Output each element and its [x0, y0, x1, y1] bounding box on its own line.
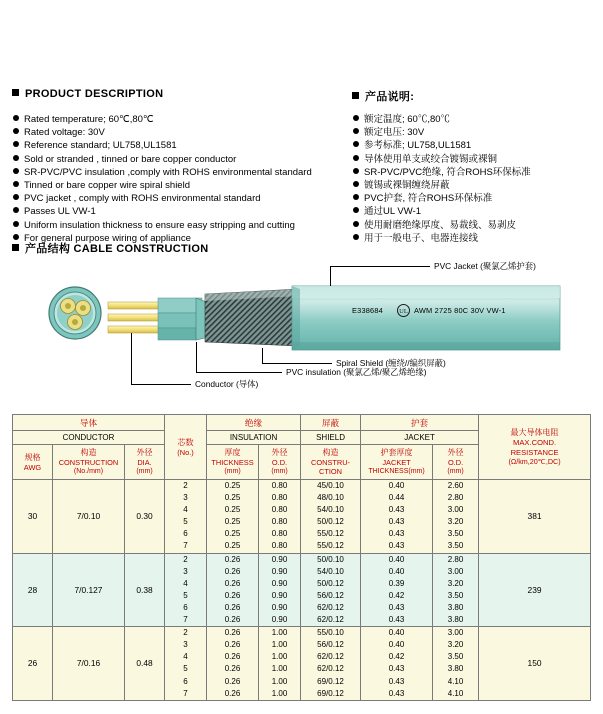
column-header-4: 厚度 THICKNESS (mm): [207, 445, 259, 480]
cable-cross-section: [49, 287, 101, 339]
cell-awg: 30: [13, 480, 53, 554]
description-cn-item: [353, 139, 531, 152]
group-header-insulation-en: INSULATION: [207, 431, 301, 445]
description-cn-text: 通过UL VW-1: [364, 206, 422, 218]
bullet-dot-icon: [13, 234, 19, 240]
description-cn-item: [353, 153, 531, 166]
group-header-shield-en: SHIELD: [301, 431, 361, 445]
cell-ins-od: 1.00 1.00 1.00 1.00 1.00 1.00: [259, 627, 301, 701]
cell-jacket-thickness: 0.40 0.40 0.42 0.43 0.43 0.43: [361, 627, 433, 701]
cell-jacket-thickness: 0.40 0.44 0.43 0.43 0.43 0.43: [361, 480, 433, 554]
bullet-dot-icon: [353, 128, 359, 134]
bullet-dot-icon: [13, 141, 19, 147]
label-spiral-shield: Spiral Shield (缠绕//编织屏蔽): [336, 358, 446, 368]
column-header-0: 规格 AWG: [13, 445, 53, 480]
cell-shield: 45/0.10 48/0.10 54/0.10 50/0.12 55/0.12 55/0.12: [301, 480, 361, 554]
leader-conductor-h: [131, 384, 191, 385]
bullet-dot-icon: [353, 207, 359, 213]
group-header-insulation-cn: 绝缘: [207, 415, 301, 431]
pvc-jacket-layer: [292, 286, 560, 350]
description-en-text: Rated voltage: 30V: [24, 127, 105, 139]
cable-construction-figure: [0, 258, 603, 408]
description-cn-text: PVC护套, 符合ROHS环保标准: [364, 193, 493, 205]
description-list-en: [13, 113, 312, 245]
description-cn-item: [353, 232, 531, 245]
cell-construction: 7/0.10: [53, 480, 125, 554]
table-group-header-row: [13, 415, 591, 431]
jacket-print-legend: E338684: [352, 306, 383, 315]
description-en-text: For general purpose wiring of appliance: [24, 232, 191, 244]
cell-ins-od: 0.80 0.80 0.80 0.80 0.80 0.80: [259, 480, 301, 554]
cell-cores: 2 3 4 5 6 7: [165, 627, 207, 701]
description-cn-item: [353, 219, 531, 232]
description-cn-text: 镀锡或裸铜缠绕屏蔽: [364, 179, 450, 191]
description-en-item: [13, 153, 312, 166]
bullet-dot-icon: [13, 168, 19, 174]
leader-insulation-h: [196, 372, 282, 373]
cell-ins-thickness: 0.25 0.25 0.25 0.25 0.25 0.25: [207, 480, 259, 554]
cell-cores: 2 3 4 5 6 7: [165, 553, 207, 627]
bullet-dot-icon: [13, 207, 19, 213]
description-cn-item: [353, 192, 531, 205]
cell-jacket-od: 3.00 3.20 3.50 3.80 4.10 4.10: [433, 627, 479, 701]
ul-mark-icon: [397, 304, 410, 322]
label-conductor: Conductor (导体): [195, 379, 259, 389]
description-cn-text: 导体使用单支或绞合镀锡或裸铜: [364, 153, 498, 165]
description-cn-text: SR-PVC/PVC绝缘, 符合ROHS环保标准: [364, 166, 531, 178]
description-cn-text: 额定电压: 30V: [364, 127, 425, 139]
cell-jacket-od: 2.80 3.00 3.20 3.50 3.80 3.80: [433, 553, 479, 627]
cell-jacket-thickness: 0.40 0.40 0.39 0.42 0.43 0.43: [361, 553, 433, 627]
cell-awg: 28: [13, 553, 53, 627]
heading-cable-construction: [12, 240, 209, 256]
bullet-dot-icon: [13, 128, 19, 134]
table-row: [13, 480, 591, 554]
cell-resistance: 381: [479, 480, 591, 554]
table-row: [13, 553, 591, 627]
group-header-jacket-cn: 护套: [361, 415, 479, 431]
description-cn-item: [353, 179, 531, 192]
bullet-dot-icon: [353, 194, 359, 200]
heading-product-description-en: [12, 88, 163, 100]
cell-dia: 0.30: [125, 480, 165, 554]
bullet-dot-icon: [353, 221, 359, 227]
heading-text: 产品结构 CABLE CONSTRUCTION: [25, 243, 209, 255]
bullet-square-icon: [12, 89, 19, 96]
cell-ins-thickness: 0.26 0.26 0.26 0.26 0.26 0.26: [207, 553, 259, 627]
description-en-text: SR-PVC/PVC insulation ,comply with ROHS environmental standard: [24, 166, 312, 178]
bullet-dot-icon: [353, 181, 359, 187]
heading-text: 产品说明:: [365, 91, 415, 103]
description-cn-item: [353, 205, 531, 218]
bullet-dot-icon: [13, 221, 19, 227]
cell-resistance: 239: [479, 553, 591, 627]
cell-dia: 0.48: [125, 627, 165, 701]
spiral-shield-layer: [205, 289, 300, 346]
bullet-dot-icon: [13, 194, 19, 200]
column-header-1: 构造 CONSTRUCTION (No./mm): [53, 445, 125, 480]
description-en-item: [13, 139, 312, 152]
cell-jacket-od: 2.60 2.80 3.00 3.20 3.50 3.50: [433, 480, 479, 554]
conductor-strands: [108, 302, 160, 333]
description-en-item: [13, 219, 312, 232]
label-pvc-jacket: PVC Jacket (聚氯乙烯护套): [434, 261, 536, 271]
description-en-item: [13, 192, 312, 205]
header-max-resistance: 最大导体电阻 MAX.COND. RESISTANCE (Ω/km,20℃,DC): [479, 415, 591, 480]
bullet-dot-icon: [13, 155, 19, 161]
description-en-item: [13, 113, 312, 126]
heading-text: PRODUCT DESCRIPTION: [25, 88, 164, 100]
bullet-dot-icon: [353, 155, 359, 161]
description-cn-item: [353, 113, 531, 126]
description-en-text: Tinned or bare copper wire spiral shield: [24, 179, 190, 191]
leader-spiral-v: [262, 348, 263, 363]
cell-awg: 26: [13, 627, 53, 701]
header-cores-cn: 芯数 (No.): [165, 415, 207, 480]
bullet-dot-icon: [353, 168, 359, 174]
group-header-jacket-en: JACKET: [361, 431, 479, 445]
column-header-7: 护套厚度 JACKET THICKNESS(mm): [361, 445, 433, 480]
column-header-6: 构造 CONSTRU- CTION: [301, 445, 361, 480]
cell-dia: 0.38: [125, 553, 165, 627]
description-en-item: [13, 126, 312, 139]
leader-insulation-v: [196, 342, 197, 372]
bullet-dot-icon: [353, 234, 359, 240]
bullet-square-icon: [12, 244, 19, 251]
cell-ins-thickness: 0.26 0.26 0.26 0.26 0.26 0.26: [207, 627, 259, 701]
specification-table: [12, 414, 591, 701]
column-header-5: 外径 O.D. (mm): [259, 445, 301, 480]
svg-text:UL: UL: [399, 308, 408, 315]
description-cn-text: 用于一般电子、电器连接线: [364, 232, 479, 244]
label-pvc-insulation: PVC insulation (聚氯乙烯/聚乙烯绝缘): [286, 367, 427, 377]
column-header-8: 外径 O.D. (mm): [433, 445, 479, 480]
description-cn-text: 使用耐磨绝缘厚度、易裁线、易剥皮: [364, 219, 517, 231]
leader-jacket-v: [330, 266, 331, 286]
leader-conductor-v: [131, 333, 132, 384]
leader-spiral-h: [262, 363, 332, 364]
bullet-square-icon: [352, 92, 359, 99]
bullet-dot-icon: [13, 181, 19, 187]
description-en-text: Passes UL VW-1: [24, 206, 96, 218]
table-row: [13, 627, 591, 701]
description-en-text: Uniform insulation thickness to ensure easy stripping and cutting: [24, 219, 295, 231]
group-header-conductor-en: CONDUCTOR: [13, 431, 165, 445]
description-list-cn: [353, 113, 531, 245]
description-en-text: Reference standard; UL758,UL1581: [24, 140, 177, 152]
bullet-dot-icon: [13, 115, 19, 121]
bullet-dot-icon: [353, 141, 359, 147]
jacket-print-text: AWM 2725 80C 30V VW-1: [414, 306, 506, 315]
column-header-2: 外径 DIA. (mm): [125, 445, 165, 480]
description-cn-item: [353, 126, 531, 139]
cell-construction: 7/0.16: [53, 627, 125, 701]
cell-ins-od: 0.90 0.90 0.90 0.90 0.90 0.90: [259, 553, 301, 627]
cable-diagram-svg: [0, 258, 603, 408]
description-en-text: Sold or stranded , tinned or bare copper conductor: [24, 153, 237, 165]
description-en-item: [13, 179, 312, 192]
cell-cores: 2 3 4 5 6 7: [165, 480, 207, 554]
description-cn-text: 额定温度; 60℃,80℃: [364, 114, 451, 125]
group-header-shield-cn: 屏蔽: [301, 415, 361, 431]
cell-shield: 55/0.10 56/0.12 62/0.12 62/0.12 69/0.12 69/0.12: [301, 627, 361, 701]
description-en-item: [13, 205, 312, 218]
leader-jacket-h: [330, 266, 430, 267]
description-cn-text: 参考标准; UL758,UL1581: [364, 140, 472, 152]
cell-shield: 50/0.10 54/0.10 50/0.12 56/0.12 62/0.12 62/0.12: [301, 553, 361, 627]
heading-product-description-cn: [352, 88, 414, 104]
description-en-text: PVC jacket , comply with ROHS environmental standard: [24, 193, 261, 205]
bullet-dot-icon: [353, 115, 359, 121]
description-en-item: [13, 166, 312, 179]
description-cn-item: [353, 166, 531, 179]
group-header-conductor-cn: 导体: [13, 415, 165, 431]
cell-resistance: 150: [479, 627, 591, 701]
cell-construction: 7/0.127: [53, 553, 125, 627]
description-en-text: Rated temperature; 60℃,80℃: [24, 114, 154, 125]
